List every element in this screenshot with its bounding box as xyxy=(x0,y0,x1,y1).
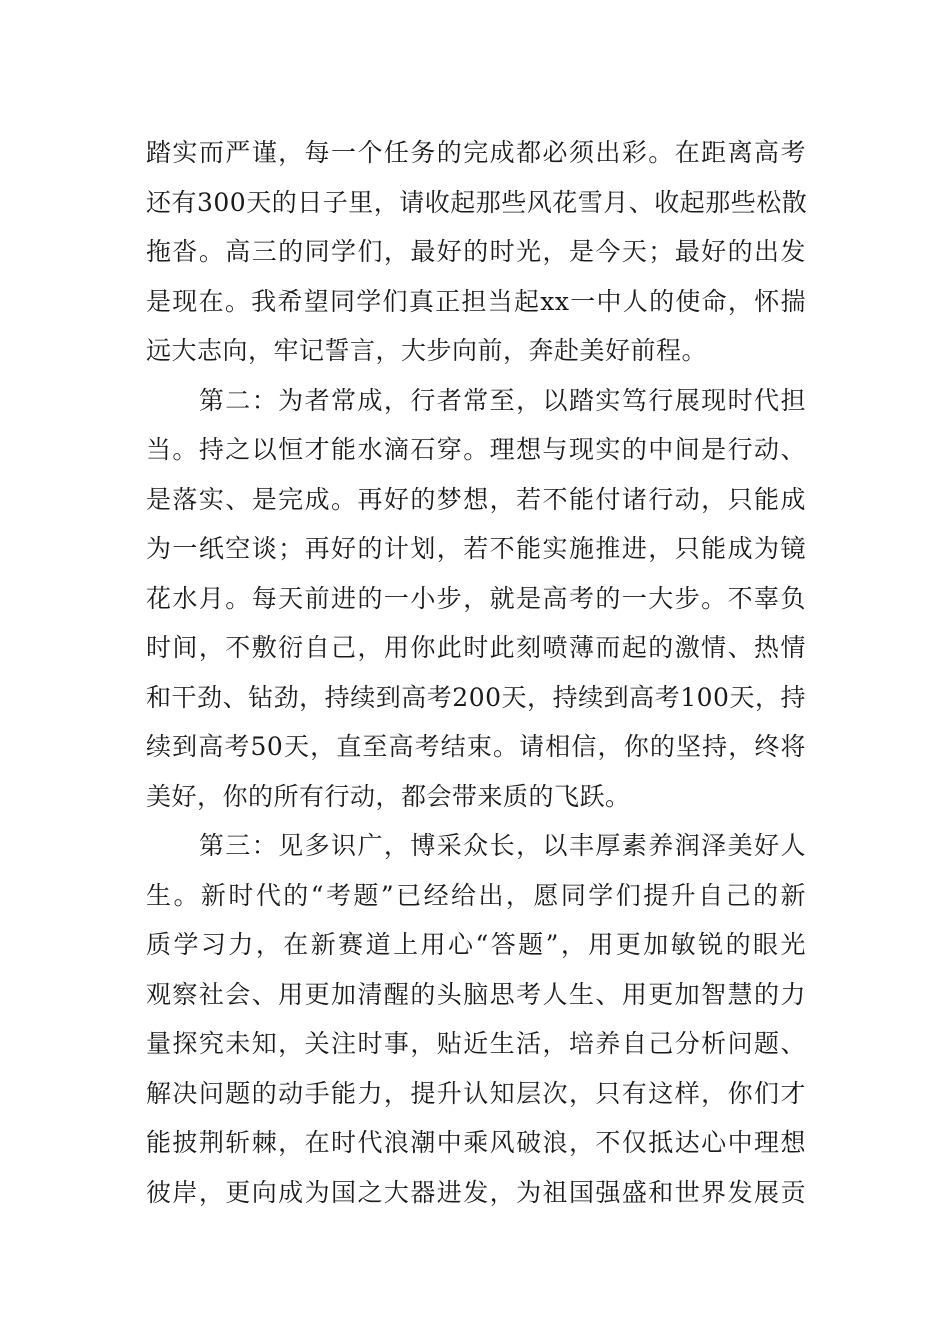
text-line: 还有300天的日子里，请收起那些风花雪月、收起那些松散 xyxy=(146,187,808,217)
text-line: 彼岸，更向成为国之大器进发，为祖国强盛和世界发展贡 xyxy=(146,1177,806,1207)
text-line: 质学习力，在新赛道上用心“答题”，用更加敏锐的眼光 xyxy=(146,930,806,959)
text-line: 观察社会、用更加清醒的头脑思考人生、用更加智慧的力 xyxy=(146,979,806,1009)
text-line: 量探究未知，关注时事，贴近生活，培养自己分析问题、 xyxy=(146,1029,806,1058)
text-line: 是落实、是完成。再好的梦想，若不能付诸行动，只能成 xyxy=(146,484,806,514)
text-line: 时间，不敷衍自己，用你此时此刻喷薄而起的激情、热情 xyxy=(146,633,806,662)
paragraph-1 xyxy=(146,128,806,376)
text-line: 能披荆斩棘，在时代浪潮中乘风破浪，不仅抵达心中理想 xyxy=(146,1128,806,1157)
text-line: 生。新时代的“考题”已经给出，愿同学们提升自己的新 xyxy=(146,880,806,910)
text-line: 踏实而严谨，每一个任务的完成都必须出彩。在距离高考 xyxy=(146,138,806,167)
text-line: 远大志向，牢记誓言，大步向前，奔赴美好前程。 xyxy=(146,336,708,365)
text-line: 和干劲、钻劲，持续到高考200天，持续到高考100天，持 xyxy=(146,682,806,712)
document-body xyxy=(146,128,806,1217)
text-line: 拖沓。高三的同学们，最好的时光，是今天；最好的出发 xyxy=(146,237,806,266)
text-line: 美好，你的所有行动，都会带来质的飞跃。 xyxy=(146,781,631,811)
text-line: 解决问题的动手能力，提升认知层次，只有这样，你们才 xyxy=(146,1078,806,1108)
text-line: 为一纸空谈；再好的计划，若不能实施推进，只能成为镜 xyxy=(146,534,806,563)
text-line: 第二：为者常成，行者常至，以踏实笃行展现时代担 xyxy=(146,385,806,415)
text-line: 当。持之以恒才能水滴石穿。理想与现实的中间是行动、 xyxy=(146,435,806,464)
paragraph-3 xyxy=(146,821,806,1217)
paragraph-2 xyxy=(146,376,806,822)
text-line: 花水月。每天前进的一小步，就是高考的一大步。不辜负 xyxy=(146,583,806,613)
text-line: 是现在。我希望同学们真正担当起xx一中人的使命，怀揣 xyxy=(146,286,806,316)
text-line: 续到高考50天，直至高考结束。请相信，你的坚持，终将 xyxy=(146,732,806,761)
text-line: 第三：见多识广，博采众长，以丰厚素养润泽美好人 xyxy=(146,831,806,860)
